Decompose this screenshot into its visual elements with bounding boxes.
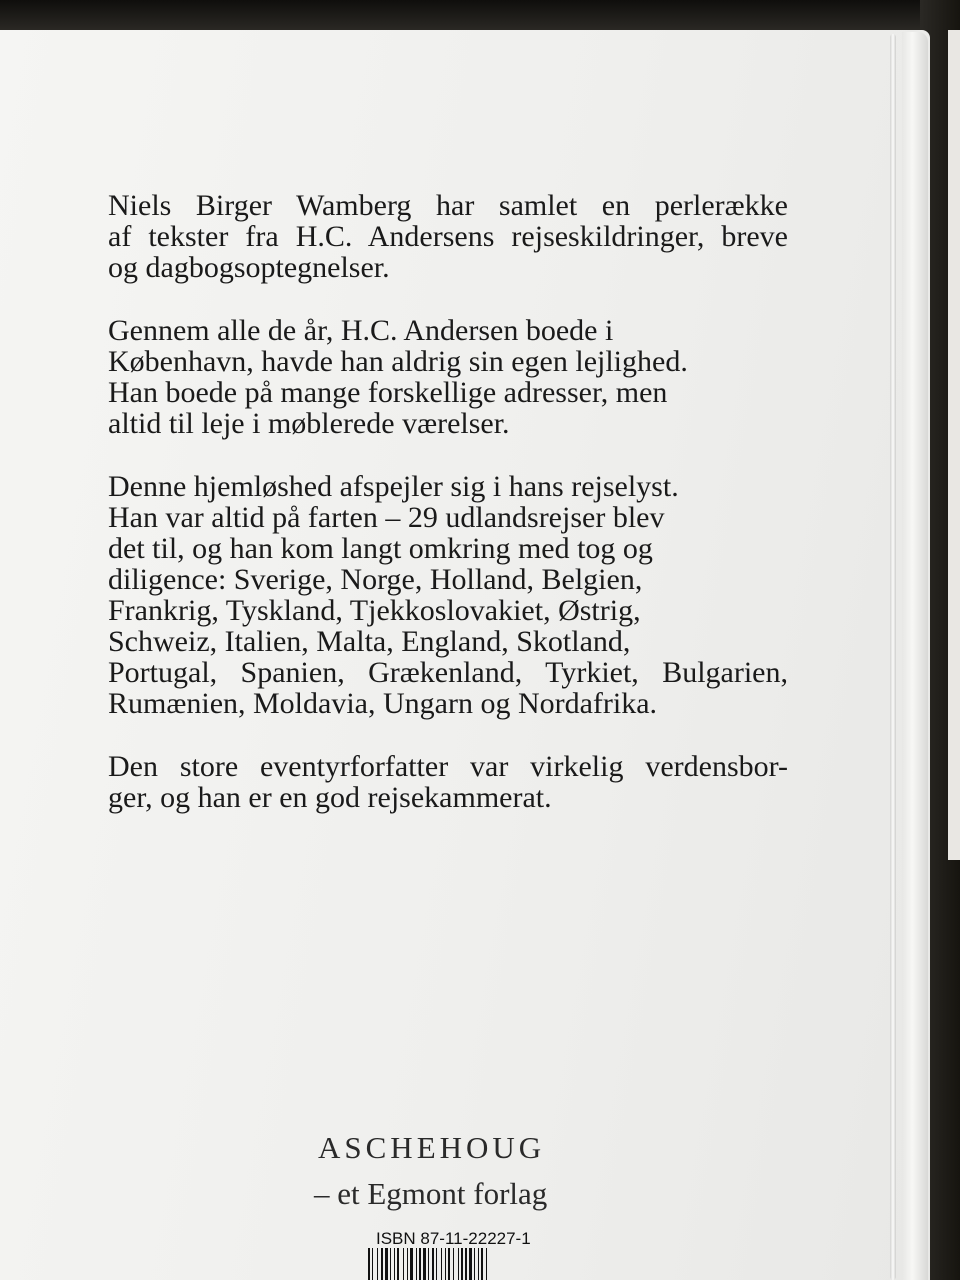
barcode-bar <box>377 1248 378 1280</box>
barcode-bar <box>469 1248 472 1280</box>
blurb-paragraph <box>108 751 788 813</box>
barcode-bar <box>385 1248 388 1280</box>
barcode-bar <box>419 1248 421 1280</box>
blurb-line: Denne hjemløshed afspejler sig i hans rejselyst. <box>108 470 679 503</box>
blurb-line: Portugal, Spanien, Grækenland, Tyrkiet, Bulgarien, <box>108 656 788 689</box>
blurb-line: og dagbogsoptegnelser. <box>108 251 390 284</box>
blurb-line: Schweiz, Italien, Malta, England, Skotland, <box>108 625 631 658</box>
barcode <box>366 1248 542 1280</box>
barcode-bar <box>441 1248 442 1280</box>
background-page-edge <box>948 30 960 860</box>
barcode-bar <box>410 1248 413 1280</box>
publisher-name: ASCHEHOUG <box>318 1130 546 1165</box>
blurb-paragraph <box>108 190 788 283</box>
blurb-line: det til, og han kom langt omkring med tog og <box>108 532 653 565</box>
cover-hinge-groove <box>890 34 896 1280</box>
blurb-line: diligence: Sverige, Norge, Holland, Belgien, <box>108 563 643 596</box>
blurb-paragraph <box>108 471 788 719</box>
isbn-label: ISBN 87-11-22227-1 <box>376 1229 531 1248</box>
barcode-bar <box>394 1248 395 1280</box>
barcode-bar <box>416 1248 417 1280</box>
barcode-bar <box>432 1248 434 1280</box>
publisher-imprint: – et Egmont forlag <box>314 1176 548 1211</box>
barcode-bar <box>368 1248 370 1280</box>
barcode-bar <box>481 1248 483 1280</box>
barcode-bar <box>436 1248 437 1280</box>
blurb-text <box>108 190 788 845</box>
barcode-bar <box>407 1248 408 1280</box>
barcode-bar <box>403 1248 404 1280</box>
blurb-line: Den store eventyrforfatter var virkelig verdensbor- <box>108 750 788 783</box>
barcode-bar <box>461 1248 463 1280</box>
barcode-bar <box>478 1248 479 1280</box>
blurb-line: altid til leje i møblerede værelser. <box>108 407 510 440</box>
barcode-bar <box>423 1248 426 1280</box>
barcode-bar <box>448 1248 450 1280</box>
blurb-line: København, havde han aldrig sin egen lejlighed. <box>108 345 688 378</box>
barcode-bar <box>458 1248 459 1280</box>
barcode-bar <box>372 1248 373 1280</box>
barcode-bar <box>453 1248 454 1280</box>
barcode-bar <box>390 1248 391 1280</box>
blurb-line: Niels Birger Wamberg har samlet en perlerække <box>108 189 788 222</box>
blurb-line: af tekster fra H.C. Andersens rejseskildringer, breve <box>108 220 788 253</box>
blurb-paragraph <box>108 315 788 439</box>
cover-spine-edge <box>902 32 928 1280</box>
barcode-bar <box>445 1248 446 1280</box>
blurb-line: Han var altid på farten – 29 udlandsrejser blev <box>108 501 665 534</box>
barcode-bar <box>397 1248 399 1280</box>
barcode-bar <box>428 1248 429 1280</box>
background-top <box>0 0 960 30</box>
barcode-bar <box>486 1248 487 1280</box>
barcode-bar <box>474 1248 475 1280</box>
blurb-line: Frankrig, Tyskland, Tjekkoslovakiet, Østrig, <box>108 594 641 627</box>
blurb-line: Rumænien, Moldavia, Ungarn og Nordafrika. <box>108 687 658 720</box>
blurb-line: Han boede på mange forskellige adresser, men <box>108 376 668 409</box>
blurb-line: ger, og han er en god rejsekammerat. <box>108 781 552 814</box>
blurb-line: Gennem alle de år, H.C. Andersen boede i <box>108 314 614 347</box>
barcode-bar <box>381 1248 383 1280</box>
barcode-bar <box>465 1248 467 1280</box>
